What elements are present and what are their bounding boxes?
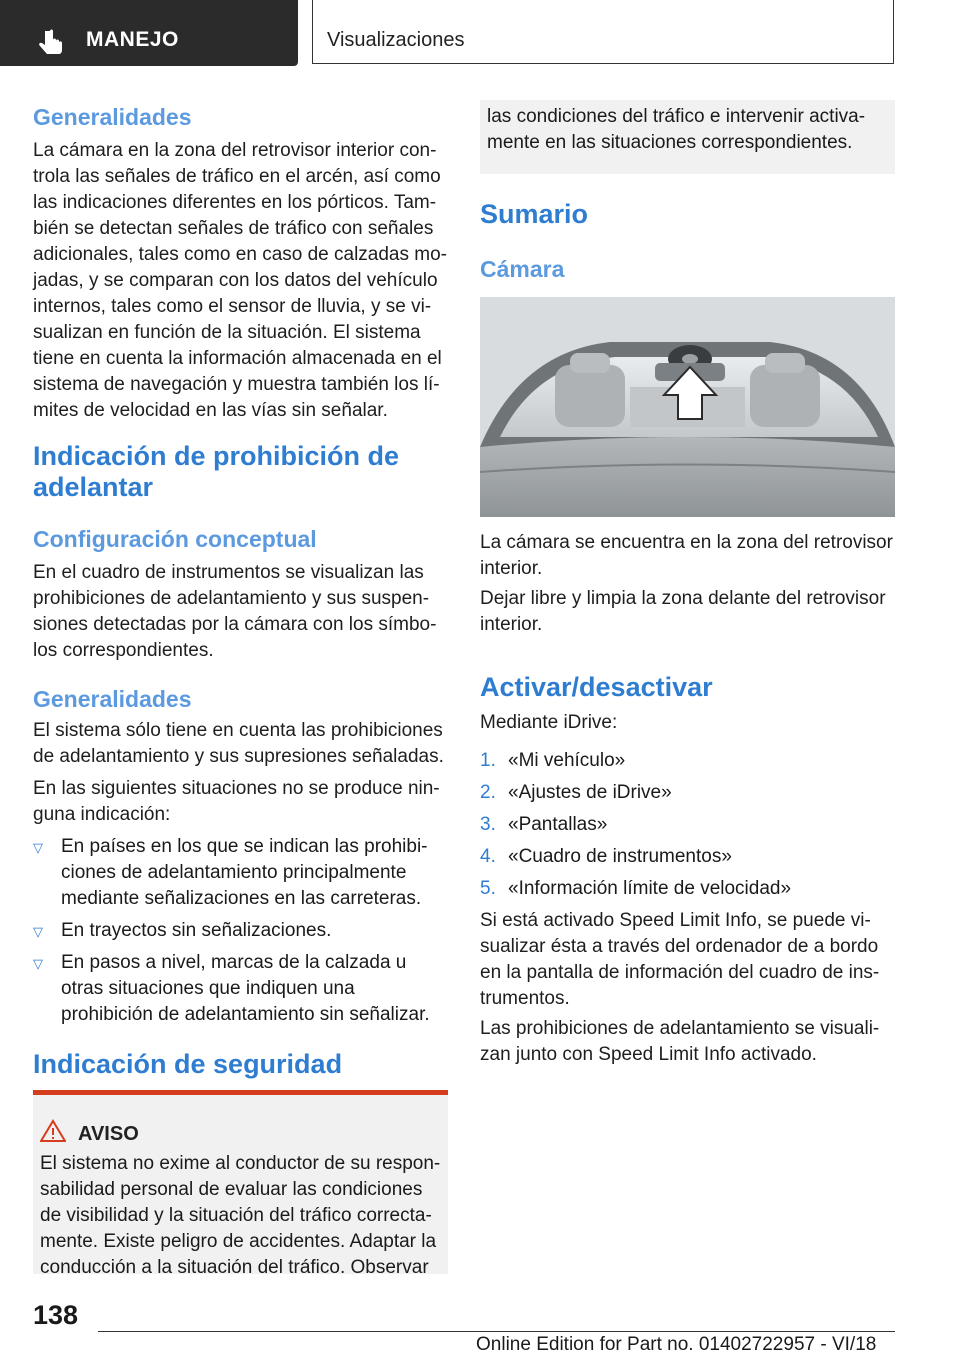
- camera-location-photo: [480, 297, 895, 517]
- triangle-bullet-icon: ▽: [33, 924, 43, 939]
- step-text: «Cuadro de instrumentos»: [508, 846, 732, 867]
- triangle-bullet-icon: ▽: [33, 956, 43, 971]
- car-interior-illustration: [480, 297, 895, 517]
- warning-title: AVISO: [78, 1123, 139, 1145]
- step-number: 3.: [480, 814, 496, 835]
- heading-configuracion-conceptual: Configuración conceptual: [33, 526, 317, 552]
- step-number: 4.: [480, 846, 496, 867]
- step-number: 1.: [480, 750, 496, 771]
- list-item-text: En países en los que se indican las prohibi-ciones de adelantamiento principalmente mediante señalizaciones en las carreteras.: [61, 836, 428, 909]
- hand-pointer-icon: [36, 28, 66, 58]
- step-text: «Ajustes de iDrive»: [508, 782, 672, 803]
- footer-divider: [98, 1331, 895, 1332]
- list-item-text: En trayectos sin señalizaciones.: [61, 920, 332, 941]
- heading-generalidades-2: Generalidades: [33, 686, 192, 712]
- footer-edition: Online Edition for Part no. 01402722957 - VI/18: [476, 1334, 877, 1355]
- paragraph-prohibiciones-visualizan: Las prohibiciones de adelantamiento se visuali-zan junto con Speed Limit Info activado.: [480, 1018, 880, 1065]
- section-tab-label: MANEJO: [86, 28, 179, 51]
- heading-generalidades: Generalidades: [33, 104, 192, 130]
- list-item-text: En pasos a nivel, marcas de la calzada u otras situaciones que indiquen una prohibición de adelantamiento sin señalizar.: [61, 952, 430, 1025]
- heading-prohibicion-adelantar: Indicación de prohibición de adelantar: [33, 441, 400, 502]
- paragraph-camara-ubicacion: La cámara se encuentra en la zona del retrovisor interior.: [480, 532, 893, 579]
- heading-camara: Cámara: [480, 256, 565, 282]
- step-text: «Información límite de velocidad»: [508, 878, 792, 899]
- step-number: 2.: [480, 782, 496, 803]
- paragraph-camara-limpia: Dejar libre y limpia la zona delante del retrovisor interior.: [480, 588, 886, 635]
- warning-triangle-icon: [40, 1119, 66, 1143]
- paragraph-speed-limit-info: Si está activado Speed Limit Info, se puede vi-sualizar ésta a través del ordenador de a bordo en la pantalla de información del cuadro de ins-trumentos.: [480, 910, 880, 1009]
- warning-continuation-text: las condiciones del tráfico e intervenir activa-mente en las situaciones correspondientes.: [487, 106, 866, 153]
- paragraph-mediante-idrive: Mediante iDrive:: [480, 712, 618, 733]
- page-header: [0, 0, 960, 66]
- warning-box: [33, 1090, 448, 1278]
- paragraph-generalidades: La cámara en la zona del retrovisor interior con-trola las señales de tráfico en el arcén, así como las indicaciones diferentes en los pórticos. Tam-bién se detectan señales de tráfico con señales adicionales, tales como en caso de calzadas mo-jadas, y se comparan con los datos del vehículo internos, tales como el sensor de lluvia, y se vi-sualizan en función de la situación. El sistema tiene en cuenta la información almacenada en el sistema de navegación y muestra también los lí-mites de velocidad en las vías sin señalar.: [33, 140, 448, 421]
- chapter-tab-visualizaciones: [312, 0, 894, 64]
- triangle-bullet-icon: ▽: [33, 840, 43, 855]
- heading-activar-desactivar: Activar/desactivar: [480, 672, 713, 702]
- step-text: «Pantallas»: [508, 814, 608, 835]
- page-number: 138: [33, 1300, 79, 1330]
- warning-text: El sistema no exime al conductor de su respon-sabilidad personal de evaluar las condiciones de visibilidad y la situación del tráfico correcta-mente. Existe peligro de accidentes. Adaptar la conducción a la situación del tráfico. Observar: [40, 1153, 441, 1278]
- step-number: 5.: [480, 878, 496, 899]
- chapter-tab-label: Visualizaciones: [327, 29, 465, 51]
- section-tab-manejo: [0, 0, 298, 66]
- paragraph-situaciones: En las siguientes situaciones no se produce nin-guna indicación:: [33, 778, 440, 825]
- step-text: «Mi vehículo»: [508, 750, 626, 771]
- paragraph-sistema-solo: El sistema sólo tiene en cuenta las prohibiciones de adelantamiento y sus supresiones señaladas.: [33, 720, 444, 767]
- paragraph-configuracion: En el cuadro de instrumentos se visualizan las prohibiciones de adelantamiento y sus suspen-siones detectadas por la cámara con los símbo-los correspondientes.: [33, 562, 437, 661]
- heading-seguridad: Indicación de seguridad: [33, 1049, 343, 1079]
- warning-continuation-box: [480, 100, 895, 174]
- heading-sumario: Sumario: [480, 199, 589, 229]
